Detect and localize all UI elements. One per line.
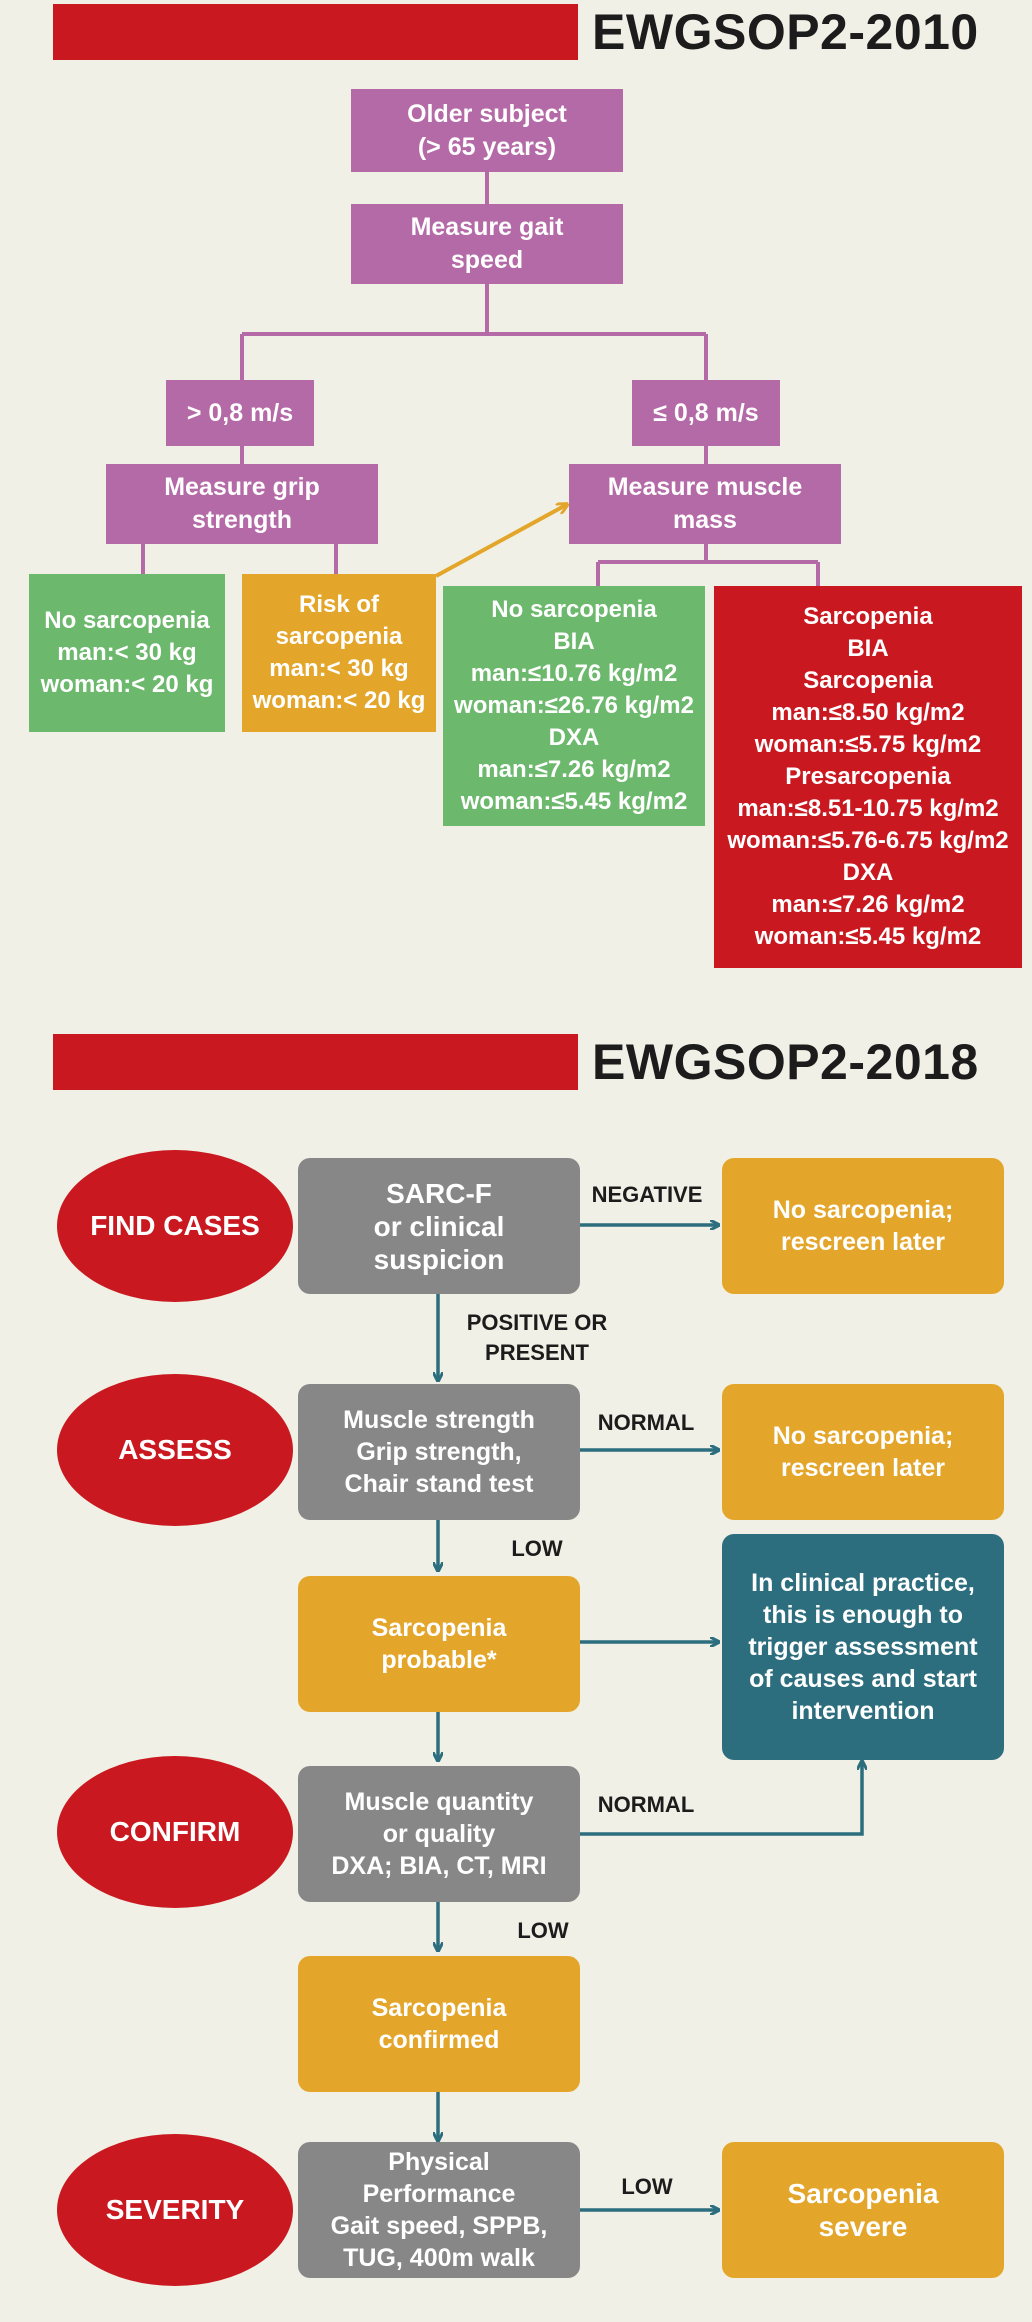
box-sarcopenia-2010: Sarcopenia BIA Sarcopenia man:≤8.50 kg/m2 woman:≤5.75 kg/m2 Presarcopenia man:≤8.51-10.75 kg/m2 woman:≤5.76-6.75 kg/m2 DXA man:≤7.26 kg/m2 woman:≤5.45 kg/m2 <box>714 586 1022 968</box>
box-measure-muscle-mass: Measure muscle mass <box>569 464 841 544</box>
title-2010-code: EWGSOP2-2010 <box>592 4 979 60</box>
box-older-subject: Older subject (> 65 years) <box>351 89 623 172</box>
label-normal-2: NORMAL <box>597 1792 695 1817</box>
label-low-3: LOW <box>621 2174 673 2199</box>
title-2010-prefix: Algoritmo di diagnosi <box>53 4 578 60</box>
label-normal-1: NORMAL <box>597 1410 695 1435</box>
box-no-sarcopenia-grip: No sarcopenia man:< 30 kg woman:< 20 kg <box>29 574 225 732</box>
stage-severity: SEVERITY <box>57 2134 293 2286</box>
stage-assess: ASSESS <box>57 1374 293 1526</box>
box-speed-low: ≤ 0,8 m/s <box>632 380 780 446</box>
box-sarcopenia-severe: Sarcopenia severe <box>722 2142 1004 2278</box>
box-physical-performance: Physical Performance Gait speed, SPPB, TUG, 400m walk <box>298 2142 580 2278</box>
box-measure-grip-strength: Measure grip strength <box>106 464 378 544</box>
title-2018-prefix: Algoritmo di diagnosi <box>53 1034 578 1090</box>
box-speed-high: > 0,8 m/s <box>166 380 314 446</box>
box-muscle-quantity: Muscle quantity or quality DXA; BIA, CT, MRI <box>298 1766 580 1902</box>
label-negative: NEGATIVE <box>591 1182 703 1207</box>
box-sarcopenia-confirmed: Sarcopenia confirmed <box>298 1956 580 2092</box>
box-sarc-f: SARC-F or clinical suspicion <box>298 1158 580 1294</box>
stage-find-cases: FIND CASES <box>57 1150 293 1302</box>
box-no-sarcopenia-rescreen-1: No sarcopenia; rescreen later <box>722 1158 1004 1294</box>
label-low-1: LOW <box>511 1536 563 1561</box>
box-no-sarcopenia-mass: No sarcopenia BIA man:≤10.76 kg/m2 woman:≤26.76 kg/m2 DXA man:≤7.26 kg/m2 woman:≤5.45 kg/m2 <box>443 586 705 826</box>
arrow-risk-to-mass <box>436 505 566 576</box>
label-positive-or-present: POSITIVE OR PRESENT <box>466 1310 608 1365</box>
box-no-sarcopenia-rescreen-2: No sarcopenia; rescreen later <box>722 1384 1004 1520</box>
box-muscle-strength: Muscle strength Grip strength, Chair stand test <box>298 1384 580 1520</box>
box-sarcopenia-probable: Sarcopenia probable* <box>298 1576 580 1712</box>
title-2018-code: EWGSOP2-2018 <box>592 1034 979 1090</box>
box-clinical-practice: In clinical practice, this is enough to trigger assessment of causes and start intervention <box>722 1534 1004 1760</box>
box-measure-gait-speed: Measure gait speed <box>351 204 623 284</box>
label-low-2: LOW <box>517 1918 569 1943</box>
stage-confirm: CONFIRM <box>57 1756 293 1908</box>
box-risk-of-sarcopenia: Risk of sarcopenia man:< 30 kg woman:< 20 kg <box>242 574 436 732</box>
